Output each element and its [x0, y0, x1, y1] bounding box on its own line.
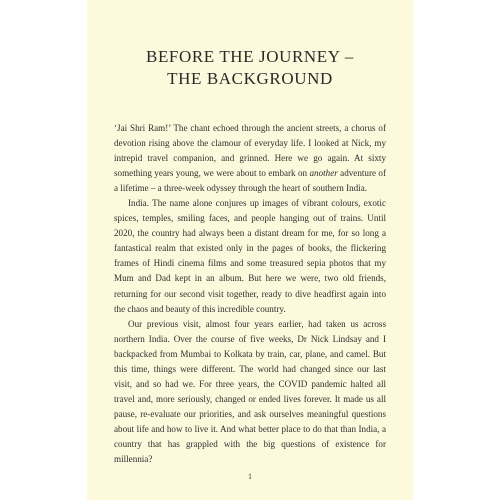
book-page	[87, 0, 413, 500]
chapter-title-line-1: BEFORE THE JOURNEY –	[146, 47, 354, 66]
chapter-title-line-2: THE BACKGROUND	[167, 69, 333, 88]
paragraph-1-start: ‘Jai Shri Ram!’ The chant echoed through the ancient streets, a chorus of devotion rising above the clamour of everyday life. I looked at Nick, my intrepid travel companion, and grinned. Here we go again. At sixty something years young, we were about to embark on	[114, 123, 386, 179]
paragraph-1-emphasis: another	[309, 168, 338, 179]
paragraph-1	[114, 121, 386, 196]
paragraph-1-end: adventure of a lifetime – a three-week odyssey through the heart of southern India.	[114, 168, 386, 194]
paragraph-2: India. The name alone conjures up images of vibrant colours, exotic spices, temples, smiling faces, and people hanging out of trains. Until 2020, the country had always been a distant dream for me, for so long a fantastical realm that existed only in the pages of books, the flickering frames of Hindi cinema films and some treasured sepia photos that my Mum and Dad kept in an album. But here we were, two old friends, returning for our second visit together, ready to dive headfirst again into the chaos and beauty of this incredible country.	[114, 198, 386, 314]
chapter-title	[87, 46, 413, 90]
chapter-body	[114, 121, 386, 467]
paragraph-3: Our previous visit, almost four years earlier, had taken us across northern India. Over the course of five weeks, Dr Nick Lindsay and I backpacked from Mumbai to Kolkata by train, car, plane, and camel. But this time, things were different. The world had changed since our last visit, and so had we. For three years, the COVID pandemic halted all travel and, more seriously, changed or ended lives forever. It made us all pause, re-evaluate our priorities, and ask ourselves meaningful questions about life and how to live it. And what better place to do that than India, a country that has grappled with the big questions of existence for millennia?	[114, 318, 386, 465]
page-number: 1	[248, 472, 252, 481]
